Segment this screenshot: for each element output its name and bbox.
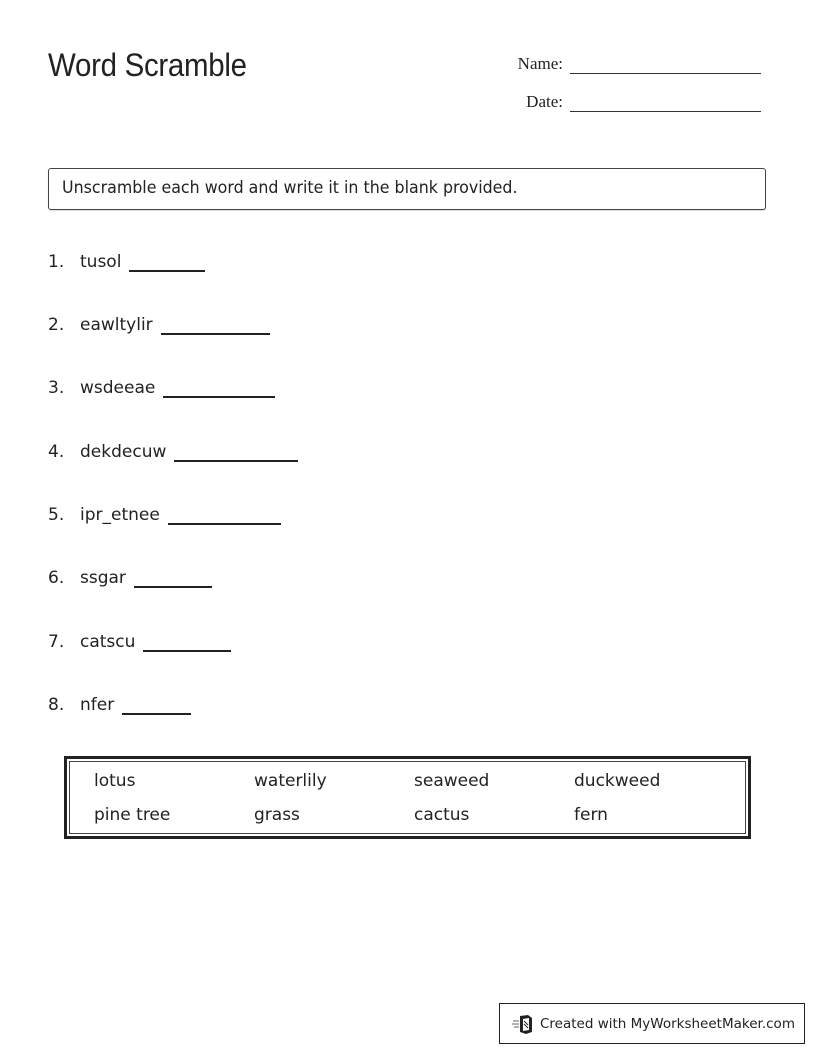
name-label: Name: — [517, 54, 563, 73]
answer-blank[interactable] — [174, 448, 298, 462]
scrambled-word: ssgar — [80, 568, 126, 588]
name-line[interactable] — [570, 55, 761, 74]
instructions-box — [48, 168, 766, 210]
word-bank — [64, 756, 751, 839]
instructions-text: Unscramble each word and write it in the blank provided. — [62, 178, 518, 197]
question-item — [48, 315, 270, 335]
word-bank-item: waterlily — [254, 771, 327, 791]
question-item — [48, 505, 281, 525]
question-item — [48, 442, 298, 462]
date-field — [513, 92, 761, 112]
question-item — [48, 568, 212, 588]
question-item — [48, 695, 191, 715]
worksheet-maker-logo-icon — [512, 1013, 534, 1035]
answer-blank[interactable] — [161, 321, 270, 335]
answer-blank[interactable] — [143, 638, 231, 652]
question-number: 7. — [48, 632, 65, 652]
question-item — [48, 252, 205, 272]
word-bank-item: pine tree — [94, 805, 171, 825]
scrambled-word: nfer — [80, 695, 115, 715]
footer-credit — [499, 1003, 805, 1044]
scrambled-word: tusol — [80, 252, 122, 272]
word-bank-item: grass — [254, 805, 300, 825]
footer-text: Created with MyWorksheetMaker.com — [540, 1015, 795, 1032]
answer-blank[interactable] — [122, 701, 191, 715]
question-number: 6. — [48, 568, 65, 588]
scrambled-word: dekdecuw — [80, 442, 167, 462]
question-number: 4. — [48, 442, 65, 462]
answer-blank[interactable] — [163, 384, 275, 398]
question-item — [48, 378, 275, 398]
word-bank-item: lotus — [94, 771, 136, 791]
question-number: 1. — [48, 252, 65, 272]
word-bank-item: seaweed — [414, 771, 490, 791]
question-number: 8. — [48, 695, 65, 715]
question-item — [48, 632, 231, 652]
word-bank-item: fern — [574, 805, 608, 825]
answer-blank[interactable] — [168, 511, 281, 525]
date-label: Date: — [526, 92, 563, 111]
scrambled-word: ipr_etnee — [80, 505, 160, 525]
answer-blank[interactable] — [129, 258, 205, 272]
date-line[interactable] — [570, 93, 761, 112]
page-title: Word Scramble — [48, 47, 247, 83]
answer-blank[interactable] — [134, 574, 212, 588]
word-bank-item: cactus — [414, 805, 470, 825]
word-bank-item: duckweed — [574, 771, 661, 791]
name-field — [513, 54, 761, 74]
scrambled-word: wsdeeae — [80, 378, 156, 398]
question-number: 5. — [48, 505, 65, 525]
scrambled-word: eawltylir — [80, 315, 153, 335]
question-number: 3. — [48, 378, 65, 398]
question-number: 2. — [48, 315, 65, 335]
scrambled-word: catscu — [80, 632, 136, 652]
